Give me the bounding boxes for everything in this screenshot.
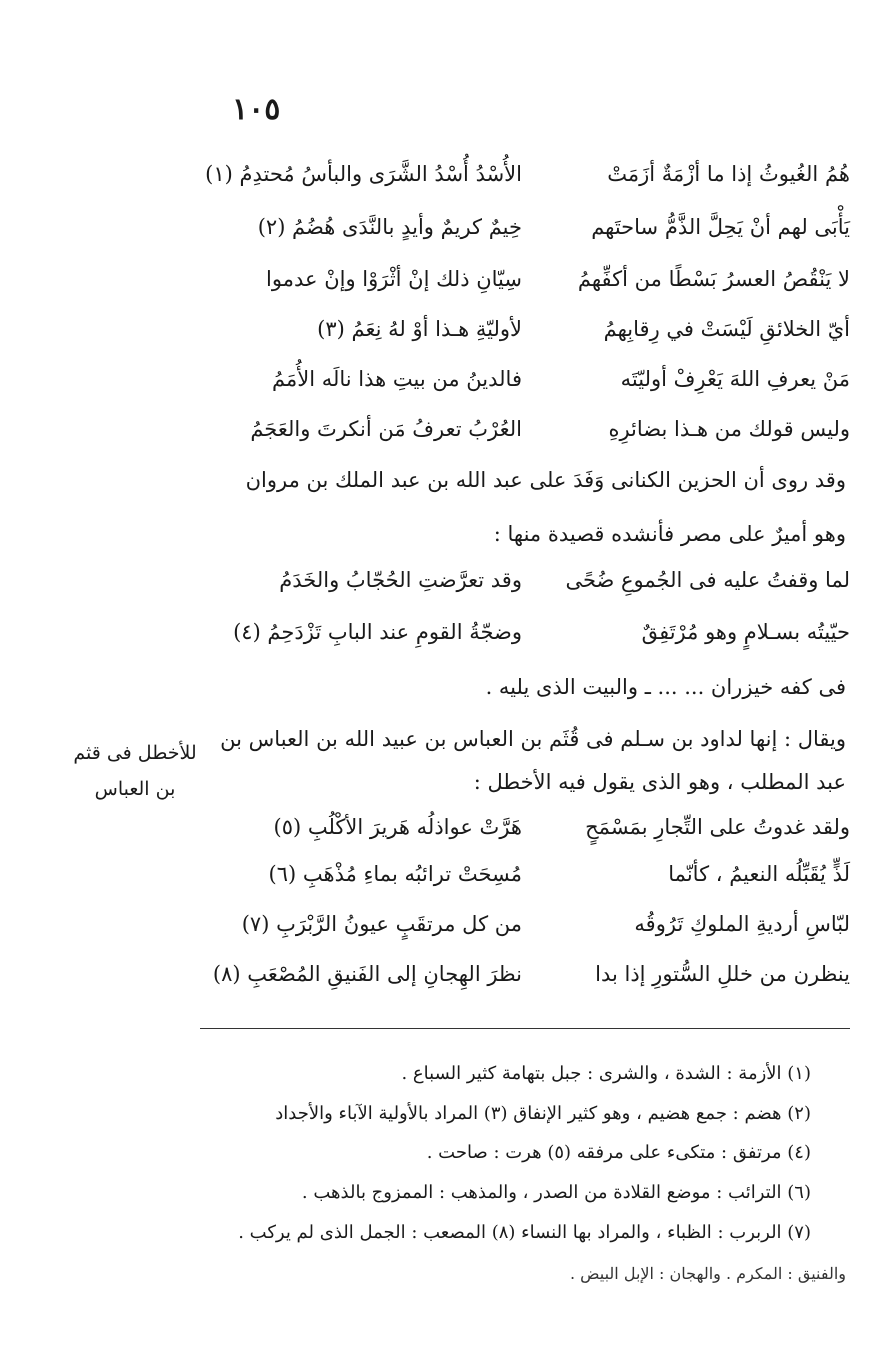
verse-second-hemistich: وضجّةُ القومِ عند البابِ تَزْدَحِمُ (٤) xyxy=(233,620,522,644)
prose-line: وهو أميرٌ على مصر فأنشده قصيدة منها : xyxy=(493,522,846,546)
prose-line: عبد المطلب ، وهو الذى يقول فيه الأخطل : xyxy=(473,770,846,794)
verse-first-hemistich: ينظرن من خللِ السُّتورِ إذا بدا xyxy=(595,962,850,986)
prose-line: ويقال : إنها لداود بن سـلم فى قُثَم بن العباس بن عبيد الله بن العباس بن xyxy=(220,727,846,751)
verse-second-hemistich: سِيّانِ ذلك إنْ أثْرَوْا وإنْ عدموا xyxy=(266,267,522,291)
verse-first-hemistich: لما وقفتُ عليه فى الجُموعِ ضُحًى xyxy=(565,568,850,592)
page-number: ١٠٥ xyxy=(232,92,281,127)
verse-second-hemistich: العُرْبُ تعرفُ مَن أنكرتَ والعَجَمُ xyxy=(250,417,522,441)
footnote-separator xyxy=(200,1028,850,1029)
footnote: (٦) الترائب : موضع القلادة من الصدر ، والمذهب : الممزوج بالذهب . xyxy=(301,1182,811,1203)
verse-first-hemistich: لبّاسِ أرديةِ الملوكِ تَرُوقُه xyxy=(634,912,850,936)
verse-line xyxy=(205,162,850,202)
verse-line xyxy=(222,912,850,952)
verse-second-hemistich: هَرَّتْ عواذلُه هَريرَ الأكْلُبِ (٥) xyxy=(273,815,522,839)
footnote: (٢) هضم : جمع هضيم ، وهو كثير الإنفاق (٣) المراد بالأولية الآباء والأجداد xyxy=(275,1103,811,1124)
verse-line xyxy=(222,620,850,660)
verse-first-hemistich: ولقد غدوتُ على التِّجارِ بمَسْمَحٍ xyxy=(585,815,850,839)
verse-line xyxy=(222,417,850,457)
footnote: والفنيق : المكرم . والهجان : الإبل البيض . xyxy=(569,1264,846,1283)
verse-second-hemistich: فالدينُ من بيتِ هذا نالَه الأُمَمُ xyxy=(272,367,522,391)
verse-line xyxy=(222,367,850,407)
verse-line xyxy=(222,568,850,608)
verse-line xyxy=(222,862,850,902)
verse-first-hemistich: لا يَنْقُصُ العسرُ بَسْطًا من أكفِّهمُ xyxy=(577,267,850,291)
verse-second-hemistich: مُسِحَتْ ترائبُه بماءِ مُذْهَبِ (٦) xyxy=(268,862,522,886)
prose-line: فى كفه خيزران ... ... ـ والبيت الذى يليه . xyxy=(485,675,846,699)
footnote: (٤) مرتفق : متكىء على مرفقه (٥) هرت : صاحت . xyxy=(426,1142,811,1163)
verse-first-hemistich: أيّ الخلائقِ لَيْسَتْ في رِقابِهمُ xyxy=(603,317,850,341)
verse-line xyxy=(222,215,850,255)
verse-first-hemistich: هُمُ الغُيوثُ إذا ما أزْمَةٌ أزَمَتْ xyxy=(607,162,850,186)
verse-first-hemistich: مَنْ يعرفِ اللهَ يَعْرِفْ أوليّتَه xyxy=(620,367,850,391)
verse-line xyxy=(222,815,850,855)
margin-note-line: بن العباس xyxy=(94,778,176,800)
verse-second-hemistich: وقد تعرَّضتِ الحُجّابُ والخَدَمُ xyxy=(279,568,522,592)
footnote: (٧) الربرب : الظباء ، والمراد بها النساء (٨) المصعب : الجمل الذى لم يركب . xyxy=(238,1222,811,1243)
verse-second-hemistich: نظرَ الهِجانِ إلى الفَنيقِ المُصْعَبِ (٨) xyxy=(212,962,522,986)
verse-first-hemistich: وليس قولك من هـذا بضائرِهِ xyxy=(608,417,850,441)
verse-first-hemistich: لَذٍّ يُقَبِّلُه النعيمُ ، كأنّما xyxy=(668,862,850,886)
prose-line: وقد روى أن الحزين الكنانى وَفَدَ على عبد الله بن عبد الملك بن مروان xyxy=(245,468,846,492)
margin-note xyxy=(72,735,198,807)
verse-second-hemistich: الأُسْدُ أُسْدُ الشَّرَى والبأسُ مُحتدِمُ (١) xyxy=(205,162,522,186)
verse-line xyxy=(222,317,850,357)
verse-line xyxy=(222,267,850,307)
verse-second-hemistich: من كل مرتقَبٍ عيونُ الرَّبْرَبِ (٧) xyxy=(241,912,522,936)
verse-first-hemistich: يَأْبَى لهم أنْ يَحِلَّ الذَّمُّ ساحتَهم xyxy=(591,215,850,239)
verse-second-hemistich: لأوليّةِ هـذا أوْ لهُ نِعَمُ (٣) xyxy=(317,317,522,341)
margin-note-line: للأخطل فى قثم xyxy=(73,742,197,764)
verse-second-hemistich: خِيمٌ كريمٌ وأيدٍ بالنَّدَى هُضُمُ (٢) xyxy=(257,215,522,239)
verse-first-hemistich: حيّيتُه بسـلامٍ وهو مُرْتَفِقٌ xyxy=(641,620,850,644)
footnote: (١) الأزمة : الشدة ، والشرى : جبل بتهامة كثير السباع . xyxy=(401,1063,811,1084)
verse-line xyxy=(212,962,850,1002)
